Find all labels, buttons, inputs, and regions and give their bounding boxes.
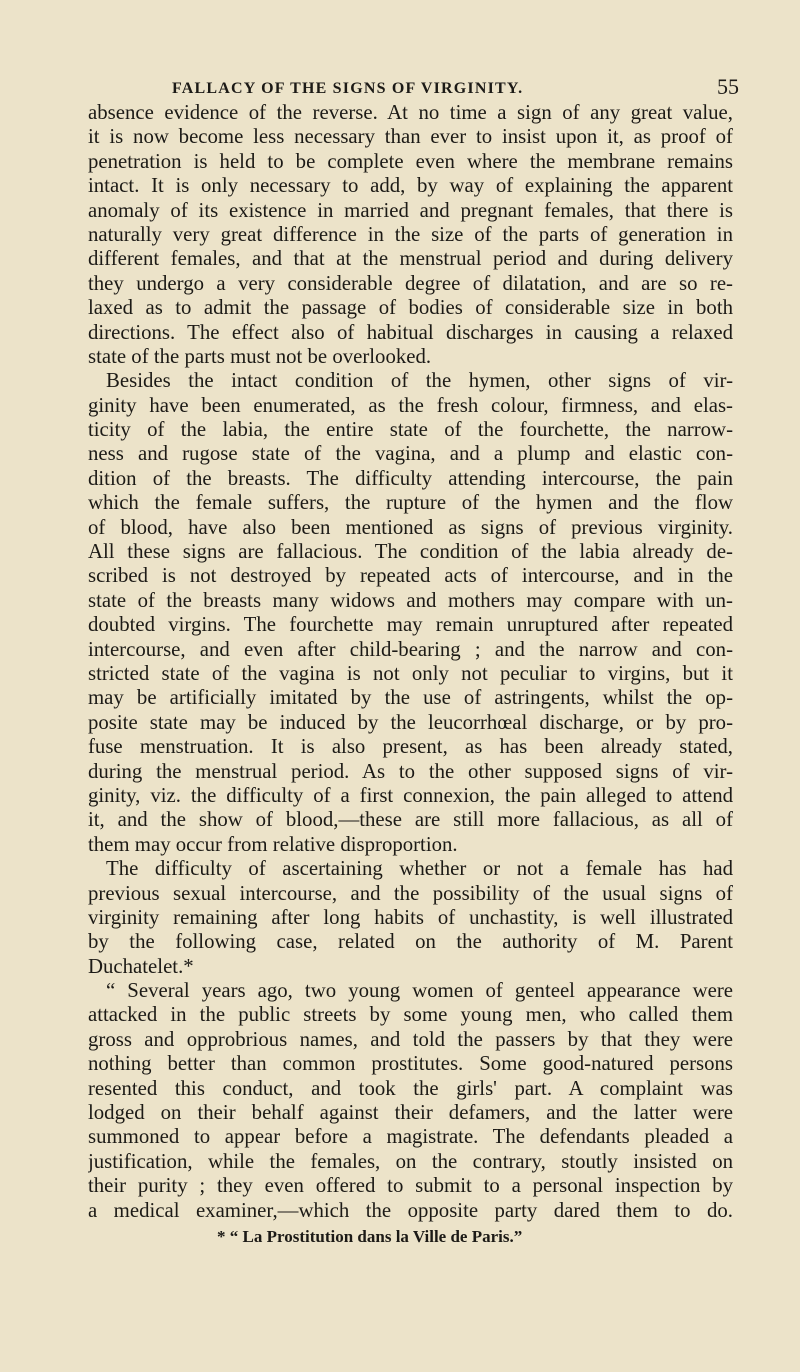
text-line: state of the breasts many widows and mothers may compare with un- (88, 588, 733, 612)
text-line: their purity ; they even offered to submit to a personal inspection by (88, 1174, 733, 1198)
text-line: during the menstrual period. As to the other supposed signs of vir- (88, 759, 733, 783)
text-line: which the female suffers, the rupture of the hymen and the flow (88, 491, 733, 515)
text-line: state of the parts must not be overlooked. (88, 344, 432, 368)
text-line: nothing better than common prostitutes. Some good-natured persons (88, 1052, 733, 1076)
text-line: may be artificially imitated by the use of astringents, whilst the op- (88, 686, 733, 710)
text-line: virginity remaining after long habits of unchastity, is well illustrated (88, 905, 733, 929)
text-line: them may occur from relative disproportion. (88, 832, 458, 856)
text-line: directions. The effect also of habitual discharges in causing a relaxed (88, 320, 733, 344)
text-line: intact. It is only necessary to add, by way of explaining the apparent (88, 174, 733, 198)
text-line: laxed as to admit the passage of bodies of considerable size in both (88, 296, 733, 320)
text-line: doubted virgins. The fourchette may remain unruptured after repeated (88, 613, 733, 637)
text-line: they undergo a very considerable degree of dilatation, and are so re- (88, 271, 733, 295)
text-line: anomaly of its existence in married and pregnant females, that there is (88, 198, 733, 222)
text-line: by the following case, related on the authority of M. Parent (88, 930, 733, 954)
footnote: * “ La Prostitution dans la Ville de Paris.” (217, 1227, 523, 1246)
text-line: The difficulty of ascertaining whether or not a female has had (106, 857, 733, 881)
text-line: ginity, viz. the difficulty of a first connexion, the pain alleged to attend (88, 783, 733, 807)
text-line: justification, while the females, on the contrary, stoutly insisted on (88, 1149, 733, 1173)
text-line: it, and the show of blood,—these are still more fallacious, as all of (88, 808, 733, 832)
text-line: lodged on their behalf against their defamers, and the latter were (88, 1101, 733, 1125)
text-line: intercourse, and even after child-bearing ; and the narrow and con- (88, 637, 733, 661)
text-line: naturally very great difference in the size of the parts of generation in (88, 222, 733, 246)
text-line: ginity have been enumerated, as the fresh colour, firmness, and elas- (88, 393, 733, 417)
text-line: gross and opprobrious names, and told the passers by that they were (88, 1027, 733, 1051)
text-line: Duchatelet.* (88, 954, 194, 978)
text-line: All these signs are fallacious. The condition of the labia already de- (88, 540, 733, 564)
text-line: a medical examiner,—which the opposite party dared them to do. (88, 1198, 733, 1222)
text-line: dition of the breasts. The difficulty attending intercourse, the pain (88, 466, 733, 490)
page-number: 55 (717, 74, 739, 99)
text-line: posite state may be induced by the leucorrhœal discharge, or by pro- (88, 710, 733, 734)
text-line: Besides the intact condition of the hymen, other signs of vir- (106, 369, 733, 393)
body-text (88, 101, 733, 1223)
text-line: penetration is held to be complete even where the membrane remains (88, 149, 733, 173)
text-line: resented this conduct, and took the girls' part. A complaint was (88, 1076, 733, 1100)
text-line: ness and rugose state of the vagina, and a plump and elastic con- (88, 442, 733, 466)
text-line: different females, and that at the menstrual period and during delivery (88, 247, 733, 271)
text-line: previous sexual intercourse, and the possibility of the usual signs of (88, 881, 733, 905)
text-line: summoned to appear before a magistrate. The defendants pleaded a (88, 1125, 733, 1149)
text-line: scribed is not destroyed by repeated acts of intercourse, and in the (88, 564, 733, 588)
text-line: of blood, have also been mentioned as signs of previous virginity. (88, 515, 733, 539)
text-line: attacked in the public streets by some young men, who called them (88, 1003, 733, 1027)
text-line: fuse menstruation. It is also present, as has been already stated, (88, 735, 733, 759)
text-line: absence evidence of the reverse. At no time a sign of any great value, (88, 101, 733, 124)
running-title: FALLACY OF THE SIGNS OF VIRGINITY. (172, 80, 524, 97)
text-line: “ Several years ago, two young women of genteel appearance were (106, 979, 733, 1003)
text-line: it is now become less necessary than ever to insist upon it, as proof of (88, 125, 733, 149)
text-line: ticity of the labia, the entire state of the fourchette, the narrow- (88, 418, 733, 442)
text-line: stricted state of the vagina is not only not peculiar to virgins, but it (88, 661, 733, 685)
